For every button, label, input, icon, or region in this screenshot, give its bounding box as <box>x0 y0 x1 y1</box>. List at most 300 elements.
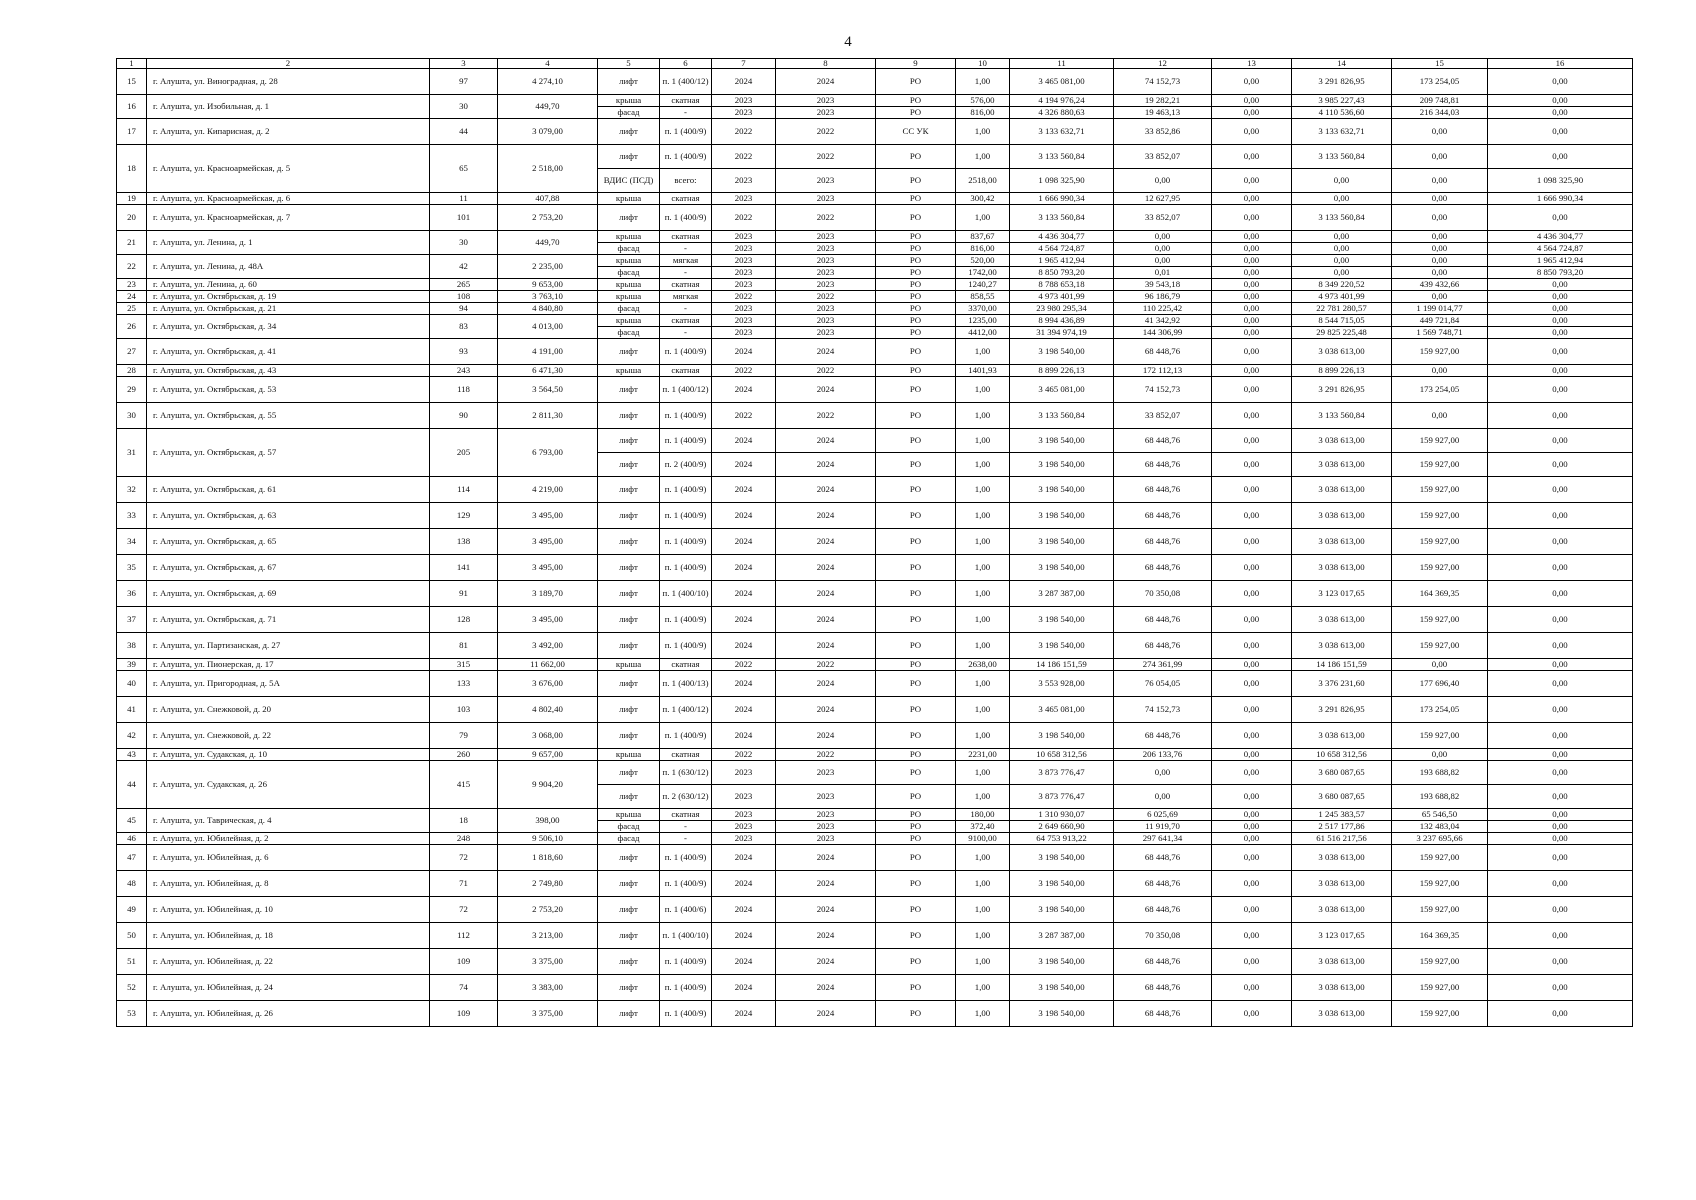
volume: 1,00 <box>956 477 1010 503</box>
residents-count: 128 <box>430 607 498 633</box>
fund-cost: 3 123 017,65 <box>1292 581 1392 607</box>
work-detail: скатная <box>660 231 712 243</box>
fund-cost: 0,00 <box>1292 243 1392 255</box>
address: г. Алушта, ул. Юбилейная, д. 2 <box>147 833 430 845</box>
row-number: 24 <box>117 291 147 303</box>
col-header: 5 <box>598 59 660 69</box>
other-cost: 0,00 <box>1488 69 1633 95</box>
total-area: 1 818,60 <box>498 845 598 871</box>
other-cost: 0,00 <box>1488 659 1633 671</box>
owners-cost: 0,00 <box>1392 231 1488 243</box>
total-cost: 23 980 295,34 <box>1010 303 1114 315</box>
work-detail: п. 1 (400/9) <box>660 403 712 429</box>
year-done: 2024 <box>776 671 876 697</box>
year-done: 2022 <box>776 365 876 377</box>
executor: РО <box>876 315 956 327</box>
volume: 180,00 <box>956 809 1010 821</box>
total-cost: 3 198 540,00 <box>1010 555 1114 581</box>
cost-col12: 68 448,76 <box>1114 477 1212 503</box>
executor: РО <box>876 749 956 761</box>
executor: РО <box>876 671 956 697</box>
address: г. Алушта, ул. Ленина, д. 60 <box>147 279 430 291</box>
other-cost: 0,00 <box>1488 821 1633 833</box>
work-detail: п. 1 (400/9) <box>660 477 712 503</box>
table-row <box>117 555 1633 581</box>
total-area: 4 013,00 <box>498 315 598 339</box>
table-row <box>117 403 1633 429</box>
owners-cost: 1 569 748,71 <box>1392 327 1488 339</box>
total-cost: 1 098 325,90 <box>1010 169 1114 193</box>
work-type: лифт <box>598 581 660 607</box>
work-detail: - <box>660 833 712 845</box>
volume: 858,55 <box>956 291 1010 303</box>
total-area: 2 749,80 <box>498 871 598 897</box>
table-row <box>117 95 1633 107</box>
other-cost: 0,00 <box>1488 785 1633 809</box>
year-done: 2022 <box>776 119 876 145</box>
executor: РО <box>876 723 956 749</box>
cost-col13: 0,00 <box>1212 633 1292 659</box>
other-cost: 0,00 <box>1488 975 1633 1001</box>
year-done: 2024 <box>776 871 876 897</box>
cost-col13: 0,00 <box>1212 429 1292 453</box>
year-done: 2022 <box>776 659 876 671</box>
cost-col13: 0,00 <box>1212 339 1292 365</box>
residents-count: 103 <box>430 697 498 723</box>
register-table <box>116 58 1633 1027</box>
year-plan: 2024 <box>712 845 776 871</box>
cost-col13: 0,00 <box>1212 581 1292 607</box>
executor: РО <box>876 845 956 871</box>
col-header: 7 <box>712 59 776 69</box>
work-detail: п. 1 (400/9) <box>660 205 712 231</box>
work-detail: - <box>660 243 712 255</box>
cost-col12: 68 448,76 <box>1114 503 1212 529</box>
work-type: крыша <box>598 255 660 267</box>
owners-cost: 193 688,82 <box>1392 761 1488 785</box>
work-type: лифт <box>598 477 660 503</box>
cost-col12: 6 025,69 <box>1114 809 1212 821</box>
volume: 1401,93 <box>956 365 1010 377</box>
owners-cost: 159 927,00 <box>1392 1001 1488 1027</box>
other-cost: 0,00 <box>1488 1001 1633 1027</box>
residents-count: 109 <box>430 949 498 975</box>
other-cost: 1 666 990,34 <box>1488 193 1633 205</box>
table-row <box>117 697 1633 723</box>
owners-cost: 0,00 <box>1392 659 1488 671</box>
address: г. Алушта, ул. Октябрьская, д. 21 <box>147 303 430 315</box>
year-plan: 2024 <box>712 633 776 659</box>
cost-col12: 297 641,34 <box>1114 833 1212 845</box>
cost-col13: 0,00 <box>1212 377 1292 403</box>
address: г. Алушта, ул. Юбилейная, д. 8 <box>147 871 430 897</box>
year-done: 2022 <box>776 205 876 231</box>
residents-count: 260 <box>430 749 498 761</box>
year-done: 2024 <box>776 503 876 529</box>
volume: 816,00 <box>956 107 1010 119</box>
col-header: 12 <box>1114 59 1212 69</box>
other-cost: 0,00 <box>1488 555 1633 581</box>
cost-col12: 68 448,76 <box>1114 555 1212 581</box>
fund-cost: 29 825 225,48 <box>1292 327 1392 339</box>
address: г. Алушта, ул. Снежковой, д. 20 <box>147 697 430 723</box>
cost-col13: 0,00 <box>1212 529 1292 555</box>
year-done: 2023 <box>776 833 876 845</box>
work-type: лифт <box>598 555 660 581</box>
fund-cost: 3 133 560,84 <box>1292 205 1392 231</box>
executor: РО <box>876 581 956 607</box>
year-done: 2024 <box>776 949 876 975</box>
cost-col12: 0,00 <box>1114 761 1212 785</box>
fund-cost: 3 680 087,65 <box>1292 785 1392 809</box>
executor: РО <box>876 429 956 453</box>
table-row <box>117 377 1633 403</box>
row-number: 31 <box>117 429 147 477</box>
work-detail: п. 1 (400/9) <box>660 503 712 529</box>
work-detail: п. 1 (400/12) <box>660 69 712 95</box>
total-cost: 3 198 540,00 <box>1010 633 1114 659</box>
year-plan: 2023 <box>712 785 776 809</box>
cost-col13: 0,00 <box>1212 761 1292 785</box>
owners-cost: 0,00 <box>1392 193 1488 205</box>
owners-cost: 159 927,00 <box>1392 723 1488 749</box>
work-detail: скатная <box>660 315 712 327</box>
executor: РО <box>876 145 956 169</box>
table-row <box>117 923 1633 949</box>
work-detail: п. 2 (400/9) <box>660 453 712 477</box>
executor: РО <box>876 785 956 809</box>
row-number: 30 <box>117 403 147 429</box>
work-detail: п. 1 (400/9) <box>660 555 712 581</box>
cost-col12: 0,00 <box>1114 785 1212 809</box>
year-plan: 2024 <box>712 529 776 555</box>
cost-col13: 0,00 <box>1212 871 1292 897</box>
cost-col12: 68 448,76 <box>1114 897 1212 923</box>
row-number: 53 <box>117 1001 147 1027</box>
address: г. Алушта, ул. Красноармейская, д. 5 <box>147 145 430 193</box>
fund-cost: 0,00 <box>1292 267 1392 279</box>
work-type: крыша <box>598 659 660 671</box>
table-row <box>117 231 1633 243</box>
executor: РО <box>876 231 956 243</box>
volume: 1,00 <box>956 119 1010 145</box>
other-cost: 0,00 <box>1488 697 1633 723</box>
cost-col12: 110 225,42 <box>1114 303 1212 315</box>
cost-col12: 33 852,07 <box>1114 205 1212 231</box>
table-row <box>117 949 1633 975</box>
year-done: 2024 <box>776 897 876 923</box>
year-plan: 2022 <box>712 205 776 231</box>
work-detail: скатная <box>660 749 712 761</box>
volume: 1,00 <box>956 205 1010 231</box>
year-plan: 2022 <box>712 403 776 429</box>
other-cost: 0,00 <box>1488 205 1633 231</box>
work-detail: мягкая <box>660 291 712 303</box>
volume: 1235,00 <box>956 315 1010 327</box>
col-header: 10 <box>956 59 1010 69</box>
cost-col12: 68 448,76 <box>1114 339 1212 365</box>
other-cost: 0,00 <box>1488 949 1633 975</box>
total-cost: 3 553 928,00 <box>1010 671 1114 697</box>
address: г. Алушта, ул. Судакская, д. 10 <box>147 749 430 761</box>
col-header: 6 <box>660 59 712 69</box>
table-row <box>117 279 1633 291</box>
residents-count: 101 <box>430 205 498 231</box>
residents-count: 109 <box>430 1001 498 1027</box>
total-area: 3 676,00 <box>498 671 598 697</box>
other-cost: 0,00 <box>1488 761 1633 785</box>
volume: 1,00 <box>956 607 1010 633</box>
table-body <box>117 59 1633 1027</box>
owners-cost: 159 927,00 <box>1392 477 1488 503</box>
year-done: 2022 <box>776 145 876 169</box>
year-plan: 2024 <box>712 429 776 453</box>
table-row <box>117 671 1633 697</box>
executor: РО <box>876 205 956 231</box>
cost-col12: 33 852,07 <box>1114 145 1212 169</box>
work-detail: скатная <box>660 95 712 107</box>
col-header: 1 <box>117 59 147 69</box>
work-detail: - <box>660 303 712 315</box>
fund-cost: 3 680 087,65 <box>1292 761 1392 785</box>
work-detail: п. 1 (400/10) <box>660 923 712 949</box>
other-cost: 0,00 <box>1488 871 1633 897</box>
year-plan: 2023 <box>712 327 776 339</box>
col-header: 13 <box>1212 59 1292 69</box>
volume: 1742,00 <box>956 267 1010 279</box>
fund-cost: 14 186 151,59 <box>1292 659 1392 671</box>
year-done: 2023 <box>776 821 876 833</box>
total-cost: 64 753 913,22 <box>1010 833 1114 845</box>
cost-col13: 0,00 <box>1212 821 1292 833</box>
cost-col13: 0,00 <box>1212 697 1292 723</box>
fund-cost: 3 133 560,84 <box>1292 403 1392 429</box>
fund-cost: 3 038 613,00 <box>1292 949 1392 975</box>
owners-cost: 0,00 <box>1392 267 1488 279</box>
volume: 1,00 <box>956 723 1010 749</box>
other-cost: 1 098 325,90 <box>1488 169 1633 193</box>
volume: 1,00 <box>956 145 1010 169</box>
row-number: 22 <box>117 255 147 279</box>
table-row <box>117 749 1633 761</box>
fund-cost: 3 038 613,00 <box>1292 453 1392 477</box>
total-cost: 3 198 540,00 <box>1010 477 1114 503</box>
work-type: фасад <box>598 821 660 833</box>
owners-cost: 159 927,00 <box>1392 429 1488 453</box>
year-plan: 2023 <box>712 267 776 279</box>
residents-count: 79 <box>430 723 498 749</box>
cost-col13: 0,00 <box>1212 193 1292 205</box>
fund-cost: 3 038 613,00 <box>1292 633 1392 659</box>
owners-cost: 164 369,35 <box>1392 581 1488 607</box>
fund-cost: 3 038 613,00 <box>1292 975 1392 1001</box>
owners-cost: 449 721,84 <box>1392 315 1488 327</box>
other-cost: 0,00 <box>1488 403 1633 429</box>
total-area: 3 763,10 <box>498 291 598 303</box>
address: г. Алушта, ул. Красноармейская, д. 6 <box>147 193 430 205</box>
cost-col13: 0,00 <box>1212 555 1292 581</box>
row-number: 33 <box>117 503 147 529</box>
col-header: 2 <box>147 59 430 69</box>
address: г. Алушта, ул. Юбилейная, д. 26 <box>147 1001 430 1027</box>
other-cost: 0,00 <box>1488 845 1633 871</box>
volume: 2638,00 <box>956 659 1010 671</box>
table-row <box>117 529 1633 555</box>
volume: 1,00 <box>956 785 1010 809</box>
work-detail: п. 1 (400/9) <box>660 1001 712 1027</box>
work-type: лифт <box>598 897 660 923</box>
year-plan: 2023 <box>712 821 776 833</box>
address: г. Алушта, ул. Снежковой, д. 22 <box>147 723 430 749</box>
table-row <box>117 255 1633 267</box>
other-cost: 0,00 <box>1488 581 1633 607</box>
year-plan: 2024 <box>712 923 776 949</box>
volume: 1240,27 <box>956 279 1010 291</box>
total-cost: 8 788 653,18 <box>1010 279 1114 291</box>
work-detail: - <box>660 267 712 279</box>
year-done: 2023 <box>776 327 876 339</box>
address: г. Алушта, ул. Юбилейная, д. 18 <box>147 923 430 949</box>
volume: 816,00 <box>956 243 1010 255</box>
work-type: крыша <box>598 291 660 303</box>
owners-cost: 209 748,81 <box>1392 95 1488 107</box>
other-cost: 0,00 <box>1488 633 1633 659</box>
fund-cost: 3 038 613,00 <box>1292 477 1392 503</box>
fund-cost: 3 123 017,65 <box>1292 923 1392 949</box>
owners-cost: 0,00 <box>1392 243 1488 255</box>
year-plan: 2024 <box>712 897 776 923</box>
cost-col12: 96 186,79 <box>1114 291 1212 303</box>
row-number: 21 <box>117 231 147 255</box>
fund-cost: 3 038 613,00 <box>1292 555 1392 581</box>
table-row <box>117 365 1633 377</box>
year-plan: 2024 <box>712 69 776 95</box>
owners-cost: 159 927,00 <box>1392 871 1488 897</box>
total-area: 3 495,00 <box>498 555 598 581</box>
total-cost: 3 287 387,00 <box>1010 923 1114 949</box>
address: г. Алушта, ул. Изобильная, д. 1 <box>147 95 430 119</box>
col-header: 8 <box>776 59 876 69</box>
other-cost: 0,00 <box>1488 95 1633 107</box>
cost-col13: 0,00 <box>1212 453 1292 477</box>
total-area: 3 068,00 <box>498 723 598 749</box>
table-row <box>117 659 1633 671</box>
year-plan: 2023 <box>712 243 776 255</box>
other-cost: 0,00 <box>1488 291 1633 303</box>
volume: 1,00 <box>956 503 1010 529</box>
owners-cost: 0,00 <box>1392 403 1488 429</box>
year-plan: 2023 <box>712 315 776 327</box>
work-type: лифт <box>598 145 660 169</box>
row-number: 48 <box>117 871 147 897</box>
owners-cost: 159 927,00 <box>1392 453 1488 477</box>
year-done: 2022 <box>776 291 876 303</box>
year-done: 2024 <box>776 555 876 581</box>
executor: РО <box>876 267 956 279</box>
total-area: 3 495,00 <box>498 607 598 633</box>
fund-cost: 3 038 613,00 <box>1292 1001 1392 1027</box>
work-type: лифт <box>598 671 660 697</box>
cost-col13: 0,00 <box>1212 327 1292 339</box>
table-row <box>117 303 1633 315</box>
address: г. Алушта, ул. Ленина, д. 48А <box>147 255 430 279</box>
total-area: 4 219,00 <box>498 477 598 503</box>
cost-col12: 274 361,99 <box>1114 659 1212 671</box>
row-number: 27 <box>117 339 147 365</box>
work-detail: скатная <box>660 365 712 377</box>
year-done: 2023 <box>776 785 876 809</box>
work-detail: п. 1 (400/9) <box>660 949 712 975</box>
executor: РО <box>876 871 956 897</box>
year-done: 2024 <box>776 607 876 633</box>
total-area: 2 753,20 <box>498 897 598 923</box>
work-type: лифт <box>598 723 660 749</box>
residents-count: 90 <box>430 403 498 429</box>
total-area: 3 375,00 <box>498 949 598 975</box>
address: г. Алушта, ул. Юбилейная, д. 10 <box>147 897 430 923</box>
year-done: 2024 <box>776 581 876 607</box>
cost-col12: 19 282,21 <box>1114 95 1212 107</box>
address: г. Алушта, ул. Октябрьская, д. 53 <box>147 377 430 403</box>
work-detail: п. 1 (630/12) <box>660 761 712 785</box>
residents-count: 315 <box>430 659 498 671</box>
owners-cost: 0,00 <box>1392 119 1488 145</box>
year-plan: 2024 <box>712 871 776 897</box>
volume: 1,00 <box>956 1001 1010 1027</box>
other-cost: 0,00 <box>1488 327 1633 339</box>
work-detail: п. 1 (400/9) <box>660 339 712 365</box>
total-area: 4 191,00 <box>498 339 598 365</box>
work-detail: - <box>660 327 712 339</box>
fund-cost: 3 291 826,95 <box>1292 69 1392 95</box>
other-cost: 0,00 <box>1488 107 1633 119</box>
cost-col12: 74 152,73 <box>1114 69 1212 95</box>
total-area: 9 506,10 <box>498 833 598 845</box>
residents-count: 65 <box>430 145 498 193</box>
work-type: лифт <box>598 205 660 231</box>
cost-col12: 68 448,76 <box>1114 633 1212 659</box>
address: г. Алушта, ул. Октябрьская, д. 19 <box>147 291 430 303</box>
row-number: 32 <box>117 477 147 503</box>
year-plan: 2024 <box>712 453 776 477</box>
executor: РО <box>876 95 956 107</box>
cost-col13: 0,00 <box>1212 145 1292 169</box>
cost-col12: 68 448,76 <box>1114 529 1212 555</box>
residents-count: 74 <box>430 975 498 1001</box>
work-detail: п. 1 (400/13) <box>660 671 712 697</box>
work-type: крыша <box>598 365 660 377</box>
address: г. Алушта, ул. Юбилейная, д. 6 <box>147 845 430 871</box>
table-row <box>117 633 1633 659</box>
row-number: 29 <box>117 377 147 403</box>
volume: 4412,00 <box>956 327 1010 339</box>
address: г. Алушта, ул. Партизанская, д. 27 <box>147 633 430 659</box>
address: г. Алушта, ул. Октябрьская, д. 43 <box>147 365 430 377</box>
address: г. Алушта, ул. Октябрьская, д. 34 <box>147 315 430 339</box>
work-detail: п. 1 (400/9) <box>660 145 712 169</box>
total-cost: 3 873 776,47 <box>1010 761 1114 785</box>
executor: РО <box>876 833 956 845</box>
cost-col13: 0,00 <box>1212 403 1292 429</box>
address: г. Алушта, ул. Октябрьская, д. 71 <box>147 607 430 633</box>
residents-count: 265 <box>430 279 498 291</box>
owners-cost: 173 254,05 <box>1392 377 1488 403</box>
total-cost: 3 198 540,00 <box>1010 949 1114 975</box>
fund-cost: 3 038 613,00 <box>1292 723 1392 749</box>
row-number: 43 <box>117 749 147 761</box>
total-area: 9 653,00 <box>498 279 598 291</box>
year-plan: 2022 <box>712 145 776 169</box>
